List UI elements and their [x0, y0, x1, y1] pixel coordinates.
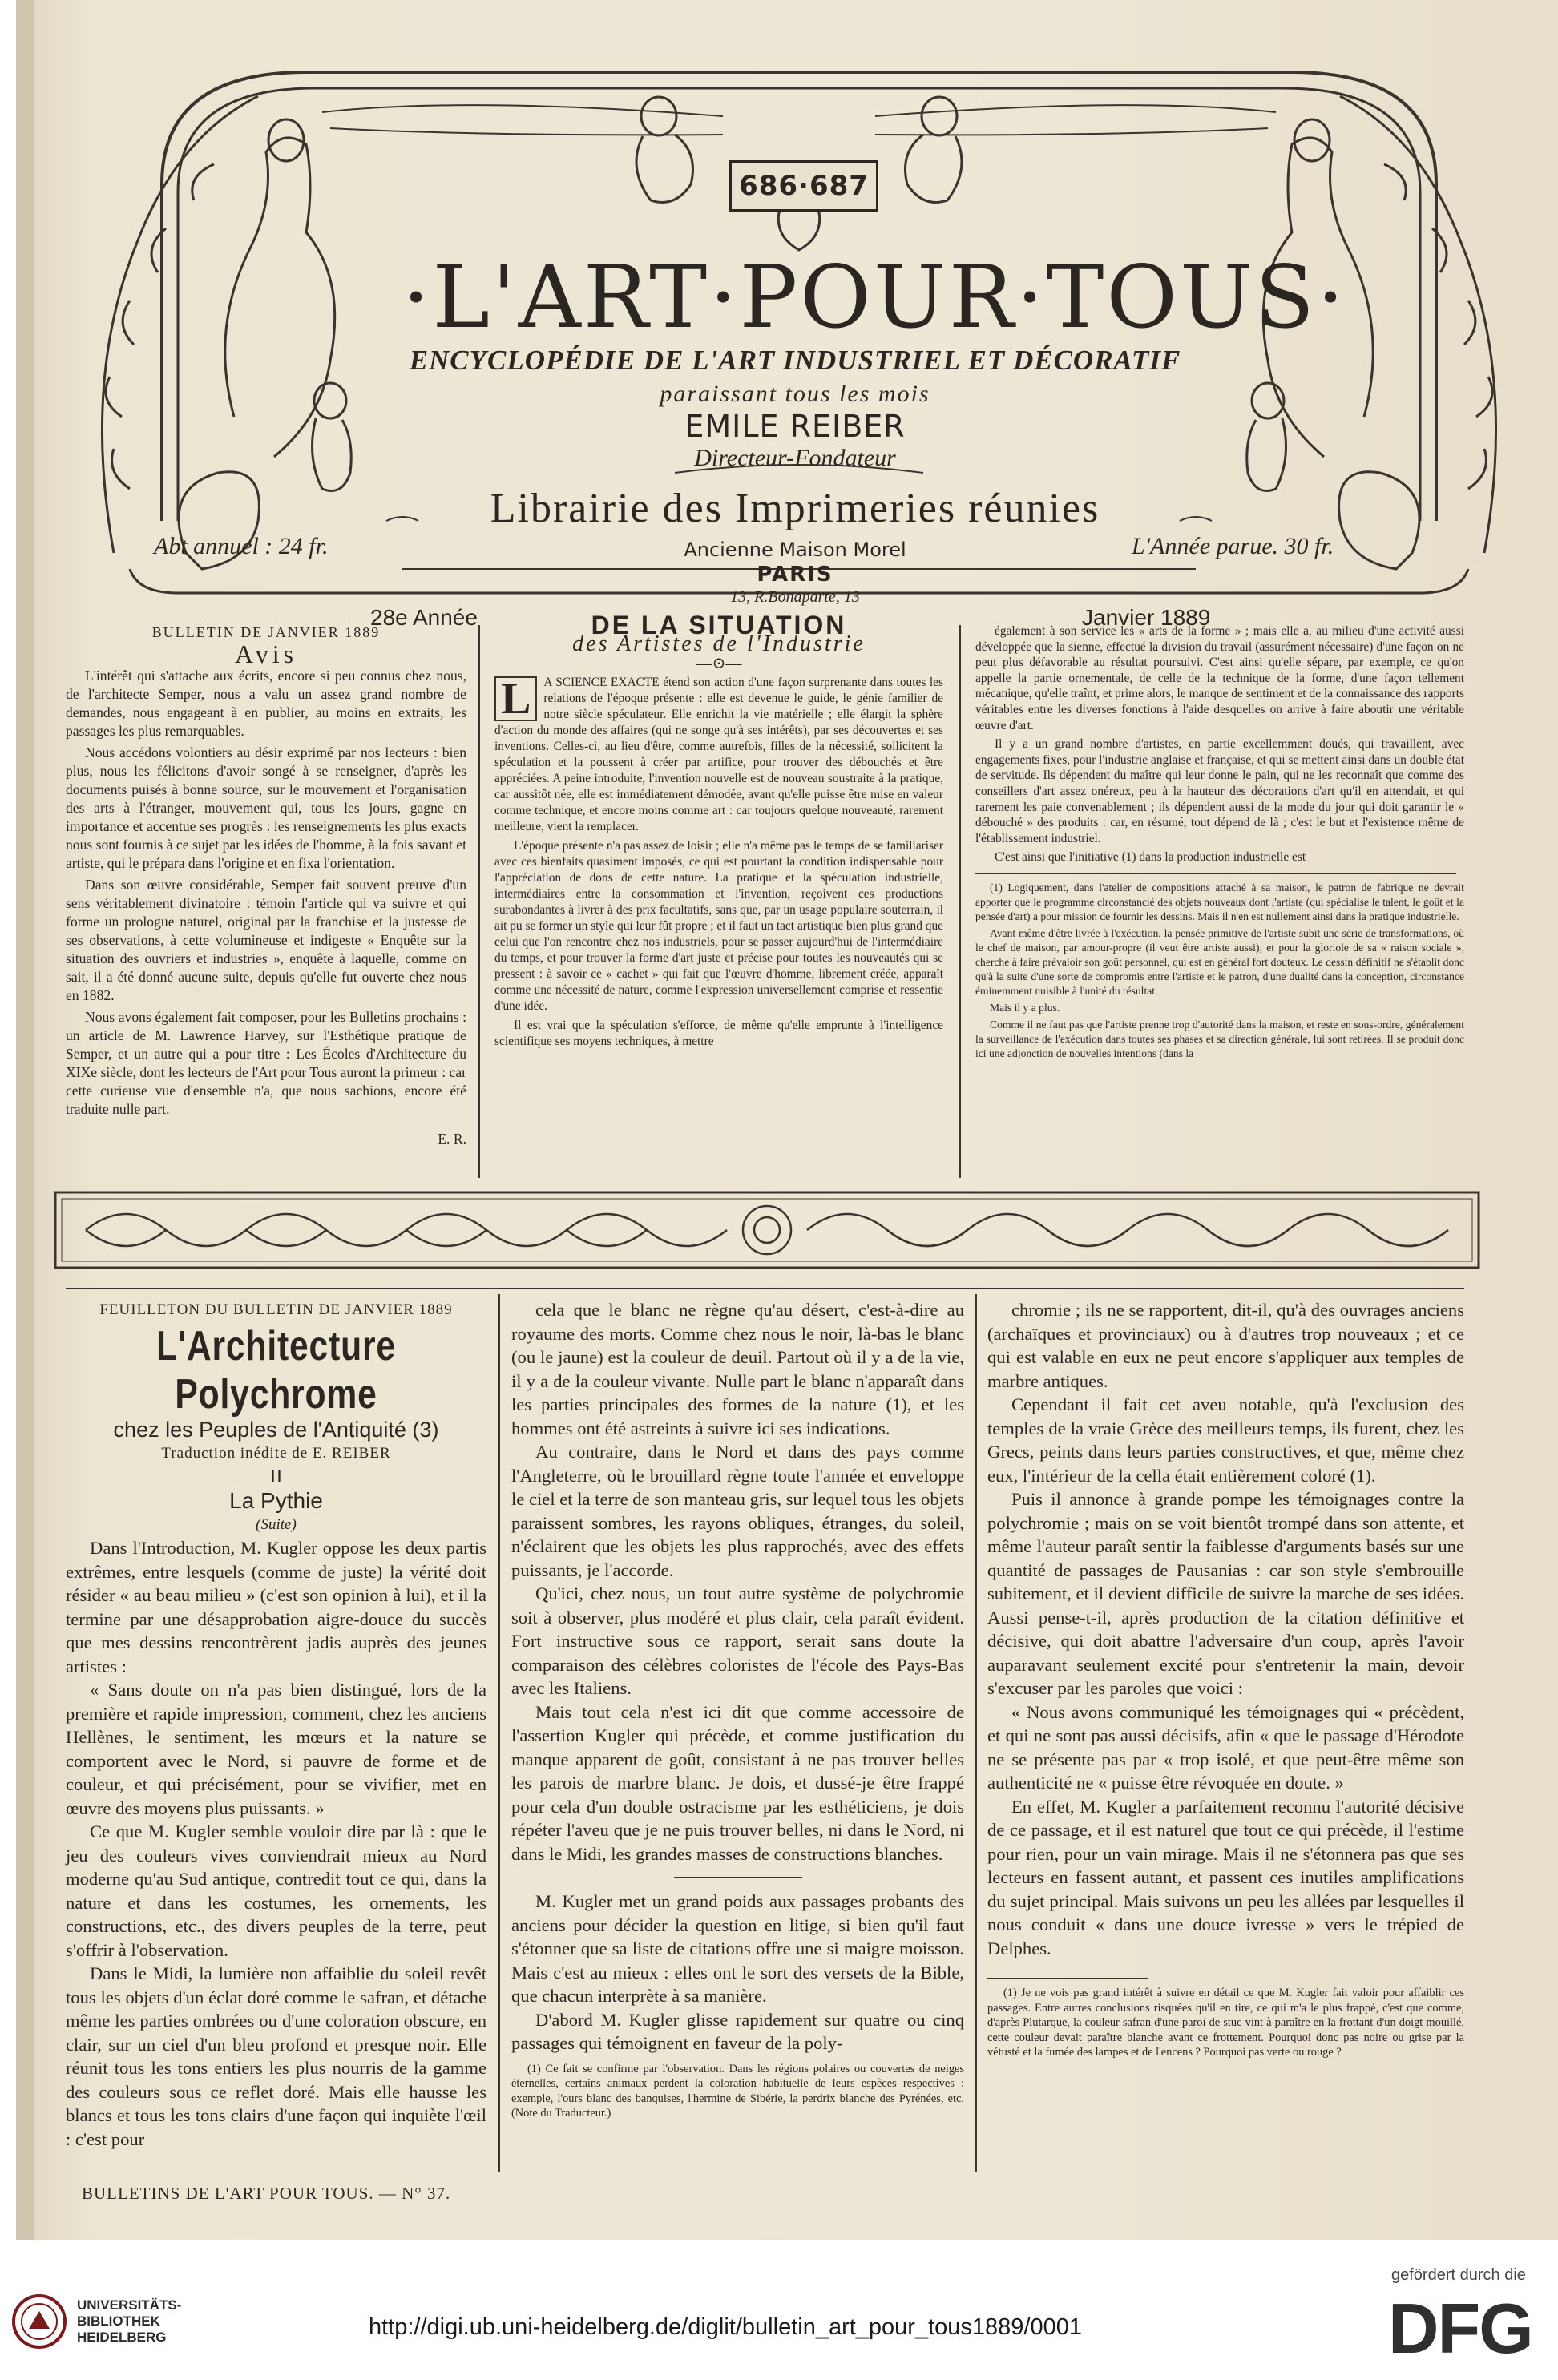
- feuilleton-paragraph: D'abord M. Kugler glisse rapidement sur quatre ou cinq passages qui témoignent en faveur de la poly-: [511, 2009, 964, 2053]
- bulletin-header: BULLETIN DE JANVIER 1889: [151, 624, 381, 640]
- feuilleton-subtitle: chez les Peuples de l'Antiquité (3): [113, 1417, 439, 1442]
- situation-continued-column: [975, 623, 1464, 1063]
- university-name: UNIVERSITÄTS- BIBLIOTHEK HEIDELBERG: [77, 2297, 182, 2345]
- footnotes: [975, 881, 1464, 1061]
- footnote-rule: [975, 873, 1456, 874]
- article-paragraph: L'époque présente n'a pas assez de loisir ; elle n'a même pas le temps de se familiariser avec ces bienfaits quasiment imposés, ce qui est pourtant la condition indispensable pour l'appréciation de dons de cette nature. La pratique et la spéculation industrielle, intermédiaires entre la consommation et l'invention, reçoivent ces productions surabondantes à livrer à des prix facultatifs, sans que, par un usage populaire souterrain, il ait pu se former un style qui leur fût propre ; et il faut un tact artistique bien plus grand que celui que l'on rencontre chez nos industriels, pour se passer aujourd'hui de l'intermédiaire du temps, et pour trouver la forme d'art juste et précise pour toutes les nouveautés qui se pressent : à savoir ce « cachet » qui fait que l'œuvre d'homme, librement créée, apparaît comme une nécessité de nature, comme l'expression universellement comprise et ressentie d'une idée.: [494, 839, 943, 1013]
- ornamental-band: [54, 1186, 1480, 1274]
- feuilleton-column-1: [66, 1298, 486, 2151]
- footnote: (1) Ce fait se confirme par l'observation. Dans les régions polaires ou couvertes de neiges éternelles, certains animaux perdent la coloration habituelle de leurs espèces respectives : exemple, l'ours blanc des banquises, l'hermine de Sibérie, la perdrix blanche des Pyrénées, etc. (Note du Traducteur.): [511, 2062, 964, 2120]
- feuilleton-paragraph: chromie ; ils ne se rapportent, dit-il, qu'à des ouvrages anciens (archaïques et provinciaux) ou à d'autres trop nouveaux ; et ce qui est valable en eux ne peut encore s'appliquer aux temples de marbre antiques.: [987, 1300, 1464, 1391]
- column-rule: [975, 1294, 977, 2172]
- footnote: (1) Logiquement, dans l'atelier de compositions attaché à sa maison, le patron de fabrique ne devrait apporter que le programme circonstancié des objets nouveaux dont l'artiste (qui spécialise le talent, le goût et la pensée d'art) a pour mission de fournir les dessins. Mais il n'en est nullement ainsi dans la pratique industrielle.: [975, 881, 1464, 922]
- issue-month: Janvier 1889: [1082, 605, 1211, 630]
- past-year-price: L'Année parue. 30 fr.: [1132, 533, 1334, 559]
- paper: [34, 0, 1558, 2240]
- ornament-divider: —⊙—: [696, 655, 742, 672]
- issue-number: 686·687: [729, 160, 878, 212]
- editor-name: EMILE REIBER: [684, 409, 906, 444]
- feuilleton-paragraph: « Nous avons communiqué les témoignages qui « précèdent, et qui ne sont pas aussi décisifs, afin « que le passage d'Hérodote ne se présente pas par « trop isolé, et que peut-être même son authenticité ne « puisse être révoquée en doute. »: [987, 1701, 1464, 1793]
- avis-column: [66, 623, 466, 1152]
- avis-paragraph: Dans son œuvre considérable, Semper fait souvent preuve d'un sens véritablement divinatoire : témoin l'article qui va suivre et qui forme un prologue naturel, original par la franchise et la justesse de ses observations, à cette volumineuse et indigeste « Enquête sur la situation des ouvriers et industries », enquête à laquelle, comme on sait, il a été donné aucune suite, depuis qu'elle fut ouverte chez nous en 1882.: [66, 877, 466, 1003]
- publisher-former: Ancienne Maison Morel: [684, 539, 906, 561]
- feuilleton-paragraph: « Sans doute on n'a pas bien distingué, lors de la première et rapide impression, comment, chez les anciens Hellènes, le sentiment, les mœurs et la nature se comportent avec le Nord, si pauvre de forme et de couleur, et qui précisément, pour se vivifier, met en œuvre des moyens plus puissants. »: [66, 1680, 486, 1818]
- binding-gutter: [16, 0, 34, 2240]
- feuilleton-paragraph: Dans le Midi, la lumière non affaiblie du soleil revêt tous les objets d'un éclat doré comme le safran, et détache même les parties ombrées ou d'une coloration obscure, en clair, sur un ciel d'un bleu profond et presque noir. Elle réunit tous les tons entiers les plus nourris de la gamme des couleurs sous ce reflet doré. Mais elle hausse les blancs et tous les tons clairs d'une façon qui inquiète l'œil : c'est pour: [66, 1963, 486, 2149]
- publisher-city: PARIS: [757, 563, 833, 587]
- article-paragraph: également à son service les « arts de la forme » ; mais elle a, au milieu d'une activité aussi développée que la sienne, effectué la division du travail (assurément nécessaire) d'une façon on ne peut plus défavorable au résultat poursuivi. C'est ainsi qu'elle sépare, par exemple, ce qu'on appelle la partie ornementale, de celle de la technique de la forme, d'une façon tellement mécanique, qu'elle traînt, et prime alors, le manque de sentiment et de la connaissance des rapports véritables entre les diverses fonctions à l'aide desquelles on arrive à faire aboutir une véritable œuvre d'art.: [975, 624, 1464, 732]
- footnote: Comme il ne faut pas que l'artiste prenne trop d'autorité dans la maison, et reste en sous-ordre, généralement la surveillance de l'exécution dans toutes ses phases et sa direction générale, lui sont retirées. Il se produit donc ici une adjonction de nouvelles intentions (dans la: [975, 1018, 1464, 1059]
- journal-tagline: paraissant tous les mois: [660, 381, 930, 407]
- editor-role: Directeur-Fondateur: [694, 445, 896, 471]
- situation-column: [494, 611, 943, 1053]
- feuilleton-header: FEUILLETON DU BULLETIN DE JANVIER 1889: [99, 1301, 453, 1318]
- feuilleton-paragraph: Puis il annonce à grande pompe les témoignages contre la polychromie ; mais on se voit bientôt trompé dans son attente, et même l'auteur paraît sentir la faiblesse d'arguments basés sur une quantité de passages de Pausanias : car son style s'embrouille subitement, et il devient difficile de suivre la marche de ses idées. Aussi pense-t-il, après production de la citation définitive et décisive, qui doit abattre l'adversaire d'un coup, après l'avoir auparavant seulement excité pour s'entretenir la main, devoir s'excuser par les paroles que voici :: [987, 1489, 1464, 1698]
- avis-title: Avis: [234, 639, 298, 668]
- digitization-bar: [0, 2240, 1558, 2380]
- avis-signature: E. R.: [438, 1131, 466, 1147]
- dfg-logo-text: DFG: [1388, 2290, 1532, 2362]
- feuilleton-paragraph: M. Kugler met un grand poids aux passages probants des anciens pour décider la question en litige, si bien qu'il faut s'étonner que sa liste de citations offre une si maigre moisson. Mais c'est au mieux : elles ont le sort des versets de la Bible, que chacun interprète à sa manière.: [511, 1891, 964, 2006]
- publisher-address: 13, R.Bonaparte, 13: [730, 588, 860, 606]
- section-rule: [66, 1288, 1464, 1289]
- feuilleton-column-3: [987, 1298, 1464, 2063]
- avis-paragraph: L'intérêt qui s'attache aux écrits, encore si peu connus chez nous, de l'architecte Semper, nous a valu un assez grand nombre de demandes, nous engageant à en publier, au moins en extraits, les passages les plus remarquables.: [66, 668, 466, 739]
- article-paragraph: C'est ainsi que l'initiative (1) dans la production industrielle est: [995, 850, 1306, 865]
- funded-by-label: gefördert durch die: [1391, 2266, 1526, 2284]
- footnote-rule: [987, 1978, 1148, 1979]
- avis-paragraph: Nous accédons volontiers au désir exprimé par nos lecteurs : bien plus, nous les félicitons d'avoir songé à se renseigner, d'après les documents puisés à bonne source, sur le mouvement et l'organisation des arts à l'étranger, mouvement qui, tous les jours, gagne en importance et accentue ses progrès : les renseignements les plus exacts nous sont fournis à ce sujet par les idées de l'homme, à la fois savant et artiste, qui le prépara dans l'origine et en fixa l'orientation.: [66, 744, 466, 871]
- article-paragraph: Il est vrai que la spéculation s'efforce, de même qu'elle emprunte à l'intelligence scientifique ses moyens techniques, à mettre: [494, 1019, 943, 1048]
- footnotes: [511, 2062, 964, 2121]
- translation-credit: Traduction inédite de E. REIBER: [161, 1445, 391, 1462]
- volume-year: 28e Année: [370, 605, 478, 630]
- journal-subtitle: ENCYCLOPÉDIE DE L'ART INDUSTRIEL ET DÉCORATIF: [409, 345, 1181, 376]
- feuilleton-paragraph: Dans l'Introduction, M. Kugler oppose les deux partis extrêmes, entre lesquels (comme de juste) la vérité doit résider « au beau milieu » (c'est son opinion à lui), et il la termine par une désapprobation aigre-douce du succès que mes dessins rencontrèrent jadis auprès des jeunes artistes :: [66, 1538, 486, 1676]
- feuilleton-paragraph: Cependant il fait cet aveu notable, qu'à l'exclusion des temples de la vraie Grèce des meilleurs temps, ils furent, chez les Grecs, peints dans leurs parties constructives, et que, même chez eux, l'intérieur de la cella était entièrement coloré (1).: [987, 1394, 1464, 1486]
- footnote: Avant même d'être livrée à l'exécution, la pensée primitive de l'artiste subit une série de transformations, où le chef de maison, par amour-propre (il veut être artiste aussi), et pour la gloriole de sa « raison sociale », cherche à faire prévaloir son goût personnel, qui est en général fort douteux. Le dessin définitif ne s'établit donc qu'à la suite d'une sorte de compromis entre l'artiste et le patron, d'une dualité dans la conception, circonstance éminemment nuisible à l'unité du résultat.: [975, 926, 1464, 997]
- university-seal-icon: [11, 2293, 67, 2350]
- paragraph-rule: [674, 1877, 802, 1878]
- journal-title: ·L'ART·POUR·TOUS·: [402, 248, 1347, 348]
- feuilleton-paragraph: En effet, M. Kugler a parfaitement reconnu l'autorité décisive de ce passage, et il est naturel que tout ce qui précède, il l'estime pour rien, pour un vain mirage. Mais il ne s'étonnera pas que ses lecteurs en fassent autant, et passent ces inutiles amplifications du sujet principal. Mais suivons un peu les allées par lesquelles il nous conduit « dans une douce ivresse » vers le trépied de Delphes.: [987, 1796, 1464, 1958]
- column-rule: [498, 1294, 500, 2172]
- scanned-page: [16, 0, 1558, 2240]
- feuilleton-paragraph: Ce que M. Kugler semble vouloir dire par là : que le jeu des couleurs vives conviendrait mieux au Nord moderne qu'au Sud antique, contredit tout ce qui, dans la nature et dans les costumes, les ornements, les constructions, etc., des divers peuples de la terre, peut s'offrir à l'observation.: [66, 1821, 486, 1960]
- article-paragraph: Il y a un grand nombre d'artistes, en partie excellemment doués, qui travaillent, avec engagements fixes, pour l'industrie anglaise et française, et qui se mettent ainsi dans un double état de servitude. Ils dépendent du maître qui leur donne le pain, qui ne les reconnaît que comme des conseillers d'art assez onéreux, peu à la hauteur des décorations d'art qu'il en attendait, et qui rarement les paie convenablement ; ils dépendent aussi de la mode du jour qui doit garantir le « débouché » des produits : car, en résumé, tout dépend de là ; c'est le but et l'existence même de l'établissement industriel.: [975, 737, 1464, 845]
- avis-paragraph: Nous avons également fait composer, pour les Bulletins prochains : un article de M. Lawrence Harvey, sur l'Esthétique pratique de Semper, et un autre qui a pour titre : Les Écoles d'Architecture du XIXe siècle, dont les lecteurs de l'Art pour Tous auront la primeur : car cette curieuse vue d'ensemble n'a, que nous sachions, encore été traduite nulle part.: [66, 1009, 466, 1117]
- footnotes: [987, 1986, 1464, 2060]
- feuilleton-paragraph: Mais tout cela n'est ici dit que comme accessoire de l'assertion Kugler qui précède, et comme justification du manque apparent de goût, consistant à ne pas trouver belles les parois de marbre blanc. Je dois, et dussé-je être frappé pour cela d'un double ostracisme par les esthéticiens, je dois répéter l'aveu que je ne puis trouver belles, ni dans le Nord, ni dans le Midi, les grandes masses de constructions blanches.: [511, 1701, 964, 1864]
- feuilleton-paragraph: Qu'ici, chez nous, un tout autre système de polychromie soit à observer, plus modéré et plus clair, cela paraît évident. Fort instructive sous ce rapport, serait sans doute la comparaison des célèbres coloristes de l'école des Pays-Bas avec les Italiens.: [511, 1583, 964, 1698]
- subscription-price: Abt annuel : 24 fr.: [154, 533, 329, 559]
- footnote: Mais il y a plus.: [990, 1001, 1060, 1014]
- permalink-url[interactable]: http://digi.ub.uni-heidelberg.de/diglit/bulletin_art_pour_tous1889/0001: [369, 2314, 1082, 2340]
- footnote: (1) Je ne vois pas grand intérêt à suivre en détail ce que M. Kugler fait valoir pour affaiblir ces passages. Entre autres conclusions risquées qu'il en tire, ce qui m'a le plus frappé, c'est que comme, d'après Plutarque, la couleur safran d'une paroi de stuc vint à paraître en la frottant d'un doigt mouillé, cette couleur devait paraître blanche avant ce frottement. Pourquoi donc pas noire ou grise par la vétusté et la fumée des lampes et de l'encens ? Pourquoi pas verte ou rouge ?: [987, 1987, 1464, 2059]
- section-title: La Pythie: [229, 1488, 323, 1513]
- article-title: DE LA SITUATION: [591, 611, 847, 639]
- chapter-number: II: [269, 1466, 283, 1487]
- feuilleton-column-2: [511, 1298, 964, 2124]
- article-subtitle: des Artistes de l'Industrie: [572, 631, 866, 656]
- publisher: Librairie des Imprimeries réunies: [490, 486, 1100, 531]
- article-paragraph: A SCIENCE EXACTE étend son action d'une façon surprenante dans toutes les relations de l'époque présente : elle est devenue le guide, le génie familier de notre siècle spéculateur. Elle enrichit la vie matérielle ; elle élargit la sphère d'action du monde des affaires (qui ne songe qu'à ses intérêts), par ses découvertes et ses inventions. Celles-ci, au lieu d'être, comme autrefois, filles de la nécessité, sollicitent la spéculation et la poussent à créer par artifice, pour trouver des débouchés et être appréciées. A peine introduite, l'invention nouvelle est de nouveau soustraite à la pratique, car aussitôt née, elle est immédiatement démodée, avant qu'elle puisse être mise en valeur comme technique, et encore moins comme art : car toujours quelque nouveauté, rarement meilleure, vient la remplacer.: [494, 676, 943, 833]
- column-rule: [959, 625, 961, 1178]
- feuilleton-paragraph: Au contraire, dans le Nord et dans des pays comme l'Angleterre, où le brouillard règne toute l'année et enveloppe le ciel et la terre de son manteau gris, sur lequel tous les objets paraissent sombres, les rayons obliques, étranges, du soleil, n'éclairent que les objets les plus rapprochés, avec des effets puissants, je l'accorde.: [511, 1442, 964, 1580]
- drop-cap: L: [494, 676, 537, 721]
- feuilleton-paragraph: cela que le blanc ne règne qu'au désert, c'est-à-dire au royaume des morts. Comme chez nous le noir, là-bas le blanc (ou le jaune) est la couleur de deuil. Partout où il y a de la vie, il y a de la couleur vivante. Nulle part le blanc n'apparaît dans les parties principales des formes de la nature (1), et les hommes ont été astreints à suivre ici ses indications.: [511, 1300, 964, 1438]
- bulletin-number: BULLETINS DE L'ART POUR TOUS. — N° 37.: [82, 2184, 451, 2203]
- section-suite: (Suite): [256, 1515, 297, 1533]
- university-library-logo[interactable]: [11, 2293, 181, 2350]
- feuilleton-title: L'Architecture Polychrome: [156, 1322, 396, 1418]
- column-rule: [478, 625, 480, 1178]
- dfg-logo[interactable]: [1388, 2290, 1540, 2362]
